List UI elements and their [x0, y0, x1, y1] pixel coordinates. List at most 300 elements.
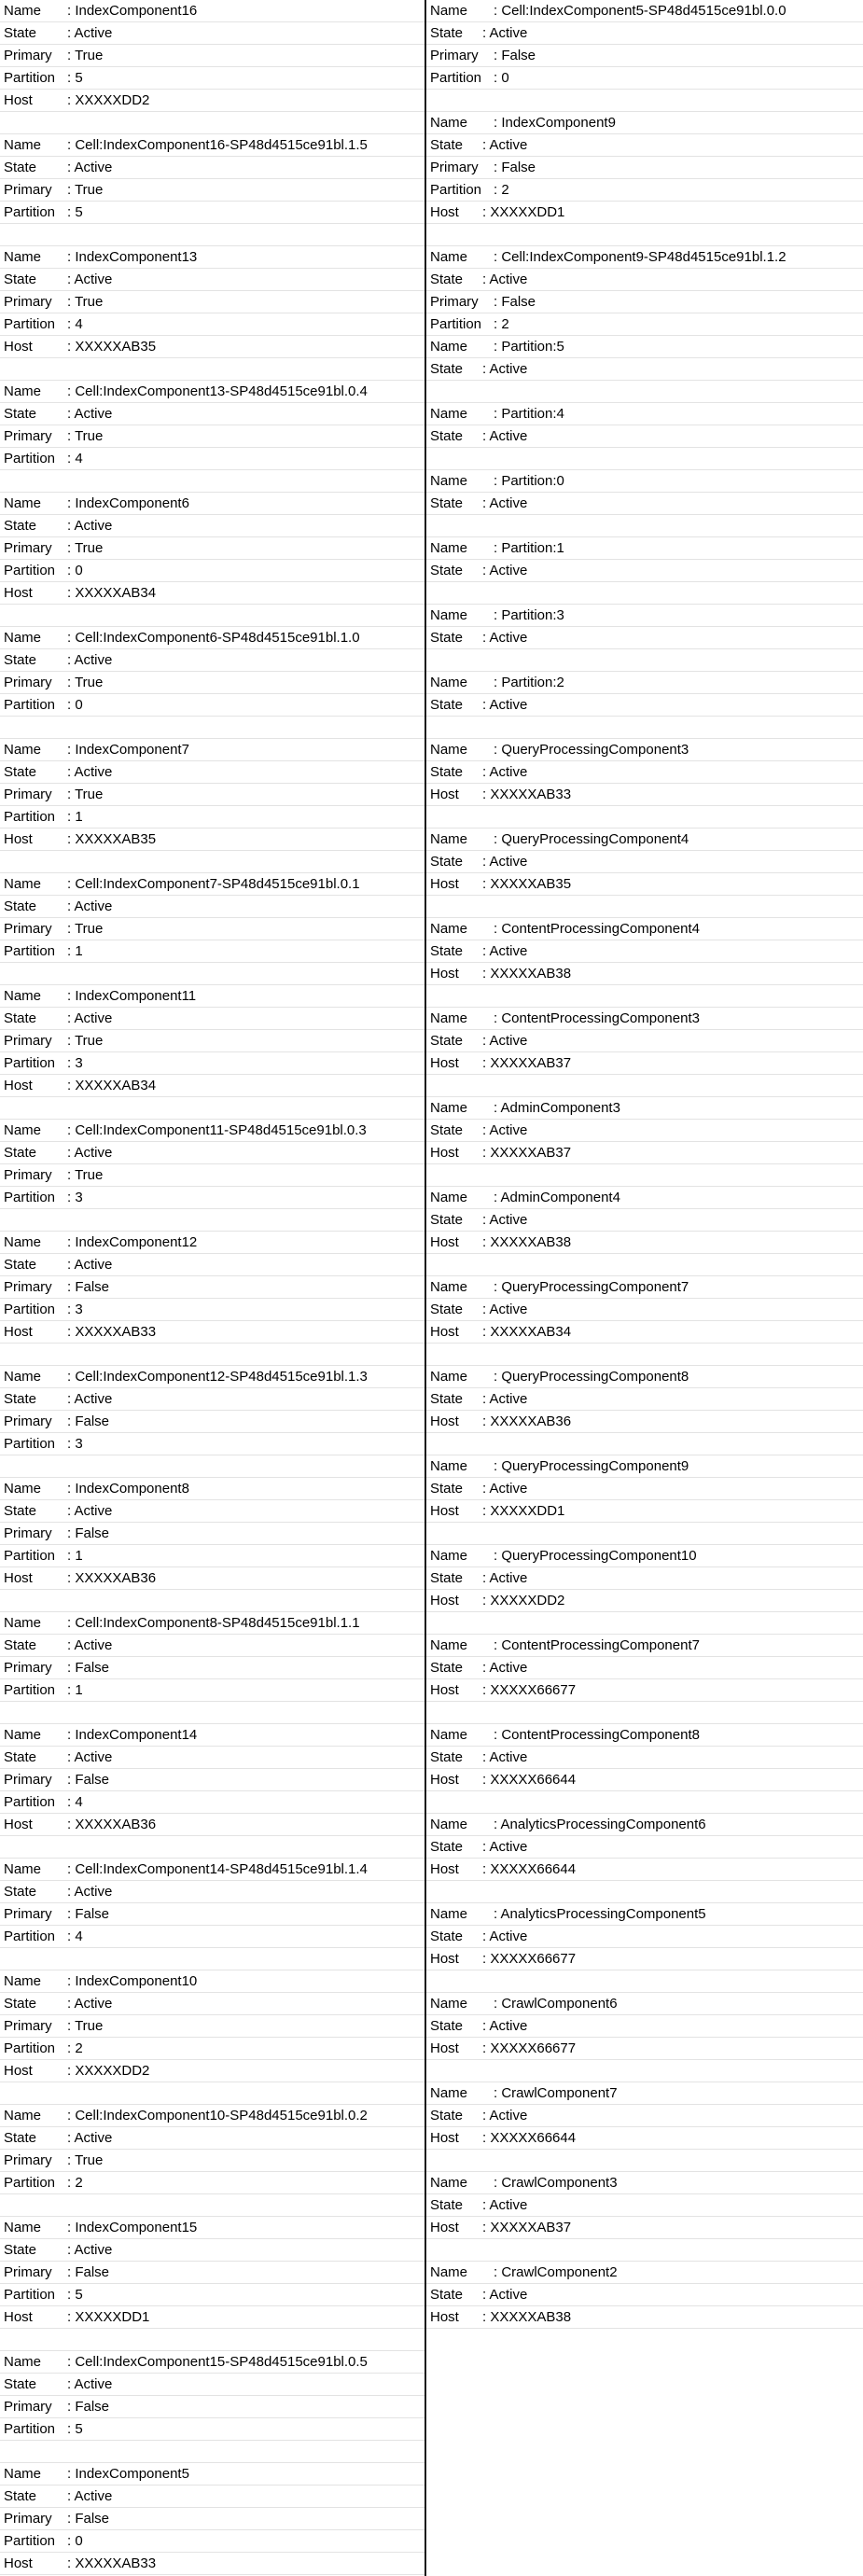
grid-cell-row[interactable] [0, 2038, 425, 2060]
field-label: Name [4, 137, 42, 153]
grid-cell-row[interactable] [0, 336, 425, 358]
grid-cell-row[interactable] [0, 2060, 425, 2082]
grid-cell-row[interactable] [0, 761, 425, 784]
grid-cell-row[interactable] [426, 1366, 863, 1388]
grid-blank-row[interactable] [0, 2194, 425, 2217]
field-value: : IndexComponent10 [67, 1973, 198, 1989]
grid-blank-row[interactable] [426, 1970, 863, 1993]
field-label: Name [4, 1369, 42, 1385]
grid-cell-row[interactable] [0, 493, 425, 515]
grid-cell-row[interactable] [426, 269, 863, 291]
grid-cell-row[interactable] [0, 1814, 425, 1836]
grid-cell-row[interactable] [426, 1478, 863, 1500]
grid-cell-row[interactable] [0, 1478, 425, 1500]
grid-cell-row[interactable] [426, 1679, 863, 1702]
grid-cell-row[interactable] [0, 2351, 425, 2374]
grid-cell-row[interactable] [0, 1366, 425, 1388]
grid-cell-row[interactable] [0, 2217, 425, 2239]
grid-cell-row[interactable] [426, 179, 863, 202]
grid-cell-row[interactable] [426, 22, 863, 45]
grid-blank-row[interactable] [426, 1612, 863, 1635]
grid-cell-row[interactable] [0, 134, 425, 157]
grid-cell-row[interactable] [0, 2262, 425, 2284]
field-value: : Cell:IndexComponent10-SP48d4515ce91bl.0.2 [67, 2108, 368, 2123]
grid-cell-row[interactable] [0, 1254, 425, 1276]
grid-cell-row[interactable] [426, 672, 863, 694]
grid-cell-row[interactable] [0, 1433, 425, 1455]
grid-cell-row[interactable] [0, 1120, 425, 1142]
grid-cell-row[interactable] [0, 2306, 425, 2329]
field-value: : 1 [67, 1682, 83, 1698]
field-label: Primary [430, 48, 479, 63]
grid-cell-row[interactable] [426, 2306, 863, 2329]
grid-cell-row[interactable] [426, 1209, 863, 1232]
grid-cell-row[interactable] [426, 493, 863, 515]
field-label: State [4, 406, 37, 422]
grid-cell-row[interactable] [0, 67, 425, 90]
grid-blank-row[interactable] [426, 1881, 863, 1903]
grid-cell-row[interactable] [426, 1321, 863, 1344]
field-value: : XXXXXAB37 [482, 1145, 572, 1161]
grid-cell-row[interactable] [0, 940, 425, 963]
grid-cell-row[interactable] [426, 1030, 863, 1052]
grid-cell-row[interactable] [426, 1836, 863, 1859]
field-value: : 5 [67, 70, 83, 86]
field-value: : XXXXXAB35 [482, 876, 572, 892]
grid-cell-row[interactable] [0, 918, 425, 940]
grid-blank-row[interactable] [0, 851, 425, 873]
field-label: State [4, 1010, 37, 1026]
grid-cell-row[interactable] [426, 940, 863, 963]
grid-cell-row[interactable] [426, 358, 863, 381]
grid-blank-row[interactable] [426, 896, 863, 918]
grid-cell-row[interactable] [426, 2127, 863, 2150]
grid-cell-row[interactable] [426, 112, 863, 134]
field-label: Name [4, 1973, 42, 1989]
grid-blank-row[interactable] [426, 717, 863, 739]
grid-cell-row[interactable] [426, 694, 863, 717]
field-value: : XXXXXAB33 [67, 2555, 157, 2571]
grid-cell-row[interactable] [426, 2262, 863, 2284]
field-label: State [430, 1929, 464, 1944]
grid-blank-row[interactable] [426, 224, 863, 246]
grid-cell-row[interactable] [0, 2105, 425, 2127]
field-label: Host [430, 1234, 459, 1250]
grid-cell-row[interactable] [0, 896, 425, 918]
grid-blank-row[interactable] [0, 112, 425, 134]
field-value: : Cell:IndexComponent9-SP48d4515ce91bl.1.2 [494, 249, 786, 265]
grid-cell-row[interactable] [0, 1747, 425, 1769]
grid-blank-row[interactable] [0, 224, 425, 246]
grid-cell-row[interactable] [0, 627, 425, 649]
grid-cell-row[interactable] [0, 2374, 425, 2396]
grid-cell-row[interactable] [0, 2239, 425, 2262]
field-label: Name [4, 1861, 42, 1877]
field-label: Name [430, 473, 468, 489]
grid-cell-row[interactable] [426, 1993, 863, 2015]
grid-cell-row[interactable] [426, 0, 863, 22]
grid-blank-row[interactable] [426, 381, 863, 403]
field-label: Name [4, 383, 42, 399]
grid-blank-row[interactable] [0, 1209, 425, 1232]
field-value: : Active [67, 518, 113, 534]
field-label: Partition [4, 697, 56, 713]
grid-cell-row[interactable] [426, 2082, 863, 2105]
grid-cell-row[interactable] [0, 1993, 425, 2015]
grid-cell-row[interactable] [426, 246, 863, 269]
grid-cell-row[interactable] [0, 1970, 425, 1993]
grid-cell-row[interactable] [0, 582, 425, 605]
field-label: State [4, 2130, 37, 2146]
grid-cell-row[interactable] [0, 1769, 425, 1791]
grid-blank-row[interactable] [426, 985, 863, 1008]
grid-cell-row[interactable] [426, 1142, 863, 1164]
field-value: : True [67, 2018, 104, 2034]
grid-cell-row[interactable] [0, 291, 425, 313]
grid-cell-row[interactable] [0, 269, 425, 291]
grid-cell-row[interactable] [0, 2418, 425, 2441]
field-value: : XXXXX66677 [482, 2040, 577, 2056]
field-label: State [4, 1637, 37, 1653]
grid-cell-row[interactable] [426, 1926, 863, 1948]
grid-cell-row[interactable] [426, 1455, 863, 1478]
grid-cell-row[interactable] [426, 1299, 863, 1321]
grid-cell-row[interactable] [0, 2172, 425, 2194]
field-value: : IndexComponent5 [67, 2466, 189, 2482]
field-value: : IndexComponent12 [67, 1234, 198, 1250]
field-label: Primary [4, 294, 52, 310]
grid-blank-row[interactable] [426, 2060, 863, 2082]
field-label: State [430, 854, 464, 870]
grid-cell-row[interactable] [0, 739, 425, 761]
grid-cell-row[interactable] [426, 1590, 863, 1612]
grid-cell-row[interactable] [0, 1612, 425, 1635]
grid-cell-row[interactable] [0, 1321, 425, 1344]
grid-cell-row[interactable] [426, 560, 863, 582]
grid-cell-row[interactable] [0, 985, 425, 1008]
grid-cell-row[interactable] [426, 1747, 863, 1769]
grid-cell-row[interactable] [426, 1187, 863, 1209]
field-value: : Active [482, 1481, 528, 1497]
grid-cell-row[interactable] [0, 873, 425, 896]
grid-cell-row[interactable] [0, 1500, 425, 1523]
field-value: : Active [67, 1749, 113, 1765]
grid-cell-row[interactable] [426, 918, 863, 940]
grid-cell-row[interactable] [426, 2194, 863, 2217]
grid-cell-row[interactable] [0, 1299, 425, 1321]
grid-cell-row[interactable] [0, 2485, 425, 2508]
grid-cell-row[interactable] [0, 246, 425, 269]
grid-cell-row[interactable] [0, 1926, 425, 1948]
grid-cell-row[interactable] [0, 1679, 425, 1702]
grid-cell-row[interactable] [0, 1075, 425, 1097]
grid-cell-row[interactable] [426, 605, 863, 627]
grid-cell-row[interactable] [0, 1030, 425, 1052]
grid-blank-row[interactable] [426, 1523, 863, 1545]
grid-cell-row[interactable] [0, 90, 425, 112]
grid-cell-row[interactable] [0, 45, 425, 67]
grid-cell-row[interactable] [0, 672, 425, 694]
grid-cell-row[interactable] [0, 2530, 425, 2553]
grid-blank-row[interactable] [0, 2082, 425, 2105]
grid-blank-row[interactable] [0, 2441, 425, 2463]
grid-cell-row[interactable] [426, 1724, 863, 1747]
grid-cell-row[interactable] [0, 22, 425, 45]
field-label: State [4, 2488, 37, 2504]
grid-cell-row[interactable] [0, 1567, 425, 1590]
field-label: Partition [4, 1548, 56, 1564]
grid-blank-row[interactable] [426, 1702, 863, 1724]
grid-blank-row[interactable] [426, 582, 863, 605]
field-value: : 1 [67, 809, 83, 825]
grid-blank-row[interactable] [0, 1590, 425, 1612]
field-label: Name [430, 1637, 468, 1653]
field-value: : XXXXX66644 [482, 1861, 577, 1877]
grid-cell-row[interactable] [426, 1545, 863, 1567]
grid-cell-row[interactable] [0, 806, 425, 828]
grid-cell-row[interactable] [0, 2150, 425, 2172]
field-label: State [430, 137, 464, 153]
grid-cell-row[interactable] [0, 649, 425, 672]
grid-blank-row[interactable] [426, 90, 863, 112]
grid-cell-row[interactable] [426, 1814, 863, 1836]
field-value: : 0 [67, 697, 83, 713]
grid-blank-row[interactable] [426, 806, 863, 828]
field-value: : XXXXXDD2 [67, 92, 150, 108]
grid-blank-row[interactable] [426, 2150, 863, 2172]
grid-blank-row[interactable] [426, 1254, 863, 1276]
field-value: : Active [482, 272, 528, 287]
grid-blank-row[interactable] [426, 1164, 863, 1187]
grid-cell-row[interactable] [0, 1164, 425, 1187]
grid-cell-row[interactable] [0, 1545, 425, 1567]
field-label: State [4, 518, 37, 534]
grid-cell-row[interactable] [0, 1388, 425, 1411]
grid-cell-row[interactable] [426, 313, 863, 336]
grid-cell-row[interactable] [0, 1008, 425, 1030]
grid-cell-row[interactable] [426, 1411, 863, 1433]
grid-cell-row[interactable] [0, 2508, 425, 2530]
grid-blank-row[interactable] [0, 470, 425, 493]
grid-cell-row[interactable] [0, 1523, 425, 1545]
field-label: Name [4, 3, 42, 19]
grid-blank-row[interactable] [0, 1702, 425, 1724]
grid-cell-row[interactable] [0, 2015, 425, 2038]
grid-cell-row[interactable] [426, 2038, 863, 2060]
grid-cell-row[interactable] [426, 1232, 863, 1254]
field-label: Primary [4, 921, 52, 937]
field-value: : XXXXX66644 [482, 2130, 577, 2146]
grid-cell-row[interactable] [426, 1008, 863, 1030]
grid-cell-row[interactable] [0, 0, 425, 22]
grid-cell-row[interactable] [0, 2396, 425, 2418]
grid-cell-row[interactable] [0, 2284, 425, 2306]
field-value: : QueryProcessingComponent8 [494, 1369, 689, 1385]
grid-cell-row[interactable] [0, 537, 425, 560]
grid-cell-row[interactable] [0, 2463, 425, 2485]
field-label: Name [430, 742, 468, 758]
field-label: Name [4, 1727, 42, 1743]
field-label: Host [430, 1593, 459, 1608]
grid-cell-row[interactable] [0, 1903, 425, 1926]
grid-cell-row[interactable] [426, 739, 863, 761]
grid-cell-row[interactable] [426, 761, 863, 784]
grid-cell-row[interactable] [426, 291, 863, 313]
grid-blank-row[interactable] [426, 1344, 863, 1366]
grid-cell-row[interactable] [426, 1500, 863, 1523]
grid-cell-row[interactable] [426, 1052, 863, 1075]
field-value: : Partition:1 [494, 540, 564, 556]
grid-cell-row[interactable] [426, 873, 863, 896]
grid-cell-row[interactable] [426, 2105, 863, 2127]
grid-blank-row[interactable] [0, 1097, 425, 1120]
field-label: Primary [4, 1525, 52, 1541]
grid-cell-row[interactable] [426, 134, 863, 157]
grid-cell-row[interactable] [426, 2284, 863, 2306]
grid-cell-row[interactable] [0, 157, 425, 179]
field-label: Partition [4, 1794, 56, 1810]
field-label: Partition [4, 2421, 56, 2437]
grid-cell-row[interactable] [0, 1657, 425, 1679]
grid-cell-row[interactable] [426, 403, 863, 425]
grid-cell-row[interactable] [0, 1232, 425, 1254]
grid-cell-row[interactable] [426, 963, 863, 985]
field-value: : Active [482, 2197, 528, 2213]
field-label: Host [4, 1078, 33, 1093]
grid-cell-row[interactable] [426, 2015, 863, 2038]
grid-cell-row[interactable] [426, 1903, 863, 1926]
grid-cell-row[interactable] [426, 1948, 863, 1970]
field-label: Name [430, 3, 468, 19]
grid-cell-row[interactable] [426, 202, 863, 224]
field-value: : XXXXXAB35 [67, 339, 157, 355]
grid-cell-row[interactable] [426, 537, 863, 560]
grid-cell-row[interactable] [426, 45, 863, 67]
grid-cell-row[interactable] [0, 1791, 425, 1814]
field-label: Name [430, 2085, 468, 2101]
grid-blank-row[interactable] [0, 1455, 425, 1478]
grid-blank-row[interactable] [0, 1344, 425, 1366]
grid-cell-row[interactable] [426, 425, 863, 448]
grid-blank-row[interactable] [0, 358, 425, 381]
grid-blank-row[interactable] [0, 1948, 425, 1970]
grid-cell-row[interactable] [426, 157, 863, 179]
field-value: : Cell:IndexComponent8-SP48d4515ce91bl.1.1 [67, 1615, 360, 1631]
grid-blank-row[interactable] [0, 717, 425, 739]
grid-cell-row[interactable] [0, 694, 425, 717]
grid-cell-row[interactable] [426, 1388, 863, 1411]
grid-cell-row[interactable] [0, 313, 425, 336]
field-value: : XXXXXAB37 [482, 2220, 572, 2235]
field-label: State [430, 1122, 464, 1138]
grid-cell-row[interactable] [0, 448, 425, 470]
grid-cell-row[interactable] [0, 202, 425, 224]
grid-cell-row[interactable] [426, 1657, 863, 1679]
grid-cell-row[interactable] [0, 1635, 425, 1657]
field-value: : CrawlComponent7 [494, 2085, 618, 2101]
field-label: Partition [4, 1682, 56, 1698]
grid-cell-row[interactable] [0, 2127, 425, 2150]
grid-cell-row[interactable] [0, 1276, 425, 1299]
grid-cell-row[interactable] [0, 1052, 425, 1075]
grid-cell-row[interactable] [0, 828, 425, 851]
grid-blank-row[interactable] [426, 515, 863, 537]
grid-blank-row[interactable] [426, 448, 863, 470]
grid-blank-row[interactable] [426, 649, 863, 672]
grid-blank-row[interactable] [426, 1791, 863, 1814]
grid-blank-row[interactable] [0, 963, 425, 985]
grid-cell-row[interactable] [426, 1859, 863, 1881]
field-label: State [430, 1839, 464, 1855]
grid-cell-row[interactable] [426, 1097, 863, 1120]
field-value: : Active [482, 428, 528, 444]
grid-cell-row[interactable] [0, 560, 425, 582]
grid-cell-row[interactable] [426, 851, 863, 873]
grid-cell-row[interactable] [426, 67, 863, 90]
field-label: State [430, 1660, 464, 1676]
grid-blank-row[interactable] [0, 1836, 425, 1859]
field-value: : Partition:0 [494, 473, 564, 489]
grid-cell-row[interactable] [0, 784, 425, 806]
grid-cell-row[interactable] [426, 1635, 863, 1657]
grid-blank-row[interactable] [426, 1075, 863, 1097]
grid-cell-row[interactable] [0, 381, 425, 403]
grid-cell-row[interactable] [0, 2553, 425, 2575]
grid-blank-row[interactable] [426, 2239, 863, 2262]
field-value: : QueryProcessingComponent4 [494, 831, 689, 847]
field-value: : CrawlComponent3 [494, 2175, 618, 2191]
grid-cell-row[interactable] [426, 1769, 863, 1791]
field-value: : True [67, 428, 104, 444]
grid-cell-row[interactable] [0, 425, 425, 448]
grid-cell-row[interactable] [426, 470, 863, 493]
grid-cell-row[interactable] [0, 403, 425, 425]
grid-cell-row[interactable] [426, 2217, 863, 2239]
grid-cell-row[interactable] [426, 1567, 863, 1590]
grid-cell-row[interactable] [0, 1142, 425, 1164]
grid-cell-row[interactable] [426, 828, 863, 851]
grid-cell-row[interactable] [0, 1411, 425, 1433]
field-label: Partition [4, 2040, 56, 2056]
field-value: : ContentProcessingComponent8 [494, 1727, 700, 1743]
grid-cell-row[interactable] [0, 1859, 425, 1881]
left-column [0, 0, 425, 2575]
grid-blank-row[interactable] [0, 605, 425, 627]
grid-cell-row[interactable] [0, 1187, 425, 1209]
field-value: : XXXXXAB34 [482, 1324, 572, 1340]
field-value: : True [67, 787, 104, 802]
field-value: : 3 [67, 1302, 83, 1317]
grid-blank-row[interactable] [0, 2329, 425, 2351]
field-value: : 1 [67, 1548, 83, 1564]
field-label: Primary [4, 48, 52, 63]
grid-cell-row[interactable] [0, 1724, 425, 1747]
field-value: : 2 [494, 316, 509, 332]
grid-cell-row[interactable] [0, 1881, 425, 1903]
grid-blank-row[interactable] [426, 1433, 863, 1455]
grid-cell-row[interactable] [426, 336, 863, 358]
grid-cell-row[interactable] [426, 627, 863, 649]
grid-cell-row[interactable] [426, 2172, 863, 2194]
grid-cell-row[interactable] [426, 1120, 863, 1142]
grid-cell-row[interactable] [426, 1276, 863, 1299]
field-value: : 3 [67, 1055, 83, 1071]
grid-cell-row[interactable] [426, 784, 863, 806]
field-value: : XXXXX66677 [482, 1682, 577, 1698]
grid-cell-row[interactable] [0, 179, 425, 202]
grid-cell-row[interactable] [0, 515, 425, 537]
field-label: Name [430, 1458, 468, 1474]
